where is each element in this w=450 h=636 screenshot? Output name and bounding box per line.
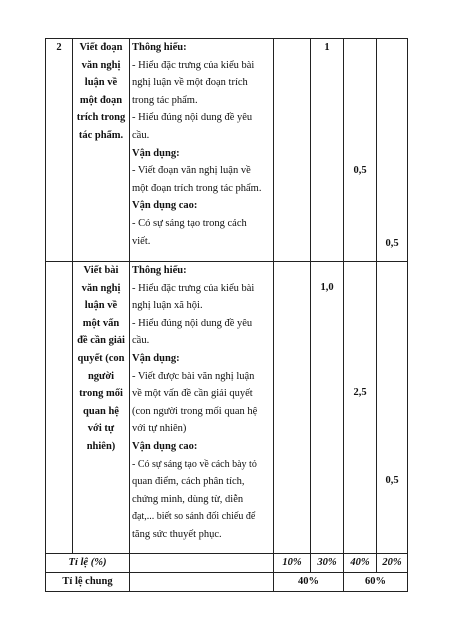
level-heading: Vận dụng: xyxy=(132,147,180,159)
description-line: - Có sự sáng tạo về cách bày tỏ xyxy=(132,458,257,470)
topic-line: luận về xyxy=(84,77,118,89)
topic-line: đề cần giải xyxy=(77,335,125,347)
description-line: - Hiểu đặc trưng của kiểu bài xyxy=(132,59,255,71)
value-van-dung xyxy=(344,39,377,262)
value-text: 0,5 xyxy=(353,165,367,176)
value-text: 1 xyxy=(324,42,330,53)
value-text: 2,5 xyxy=(353,387,367,398)
overall-value: 60% xyxy=(344,573,408,592)
value-van-dung-cao xyxy=(377,39,408,262)
overall-label: Tỉ lệ chung xyxy=(46,573,130,592)
ratio-value: 40% xyxy=(344,554,377,573)
description-line: chứng minh, dùng từ, diễn xyxy=(132,493,244,505)
row-number: 2 xyxy=(46,39,73,262)
topic-line: quyết (con xyxy=(77,352,125,364)
description-line: (con người trong mối quan hệ xyxy=(132,405,258,417)
description-line: - Hiểu đặc trưng của kiểu bài xyxy=(132,282,255,294)
topic-line: văn nghị xyxy=(81,59,121,71)
value-van-dung-cao xyxy=(377,262,408,554)
description-line: cầu. xyxy=(132,335,150,347)
description-line: nghị luận xã hội. xyxy=(132,300,203,312)
ratio-blank xyxy=(130,554,274,573)
topic-line: Viết đoạn xyxy=(79,42,123,53)
ratio-value: 10% xyxy=(274,554,311,573)
description-cell xyxy=(130,262,274,554)
value-thong-hieu xyxy=(311,262,344,554)
topic-line: luận về xyxy=(84,300,118,312)
description-line: nghị luận về một đoạn trích xyxy=(132,77,248,89)
description-line: - Viết được bài văn nghị luận xyxy=(132,370,255,382)
topic-line: tác phẩm. xyxy=(78,129,124,141)
level-heading: Thông hiểu: xyxy=(132,265,187,276)
topic-line: văn nghị xyxy=(81,282,121,294)
description-line: cầu. xyxy=(132,129,150,141)
overall-blank xyxy=(130,573,274,592)
level-heading: Vận dụng cao: xyxy=(132,200,198,212)
value-nhan-biet xyxy=(274,39,311,262)
specification-table xyxy=(45,38,408,592)
value-text: 0,5 xyxy=(385,475,399,486)
topic-cell xyxy=(73,39,130,262)
description-line: trong tác phẩm. xyxy=(132,94,198,106)
description-line: về một vấn đề cần giải quyết xyxy=(132,388,253,400)
level-heading: Vận dụng: xyxy=(132,352,180,364)
description-line: - Hiểu đúng nội dung đề yêu xyxy=(132,317,253,329)
ratio-value: 20% xyxy=(377,554,408,573)
description-line: - Có sự sáng tạo trong cách xyxy=(132,217,247,229)
value-text: 0,5 xyxy=(385,238,399,249)
description-line: đạt,... biết so sánh đối chiếu để xyxy=(132,511,256,523)
topic-cell xyxy=(73,262,130,554)
description-line: - Viết đoạn văn nghị luận về xyxy=(132,165,251,177)
description-line: một đoạn trích trong tác phẩm. xyxy=(132,182,262,194)
value-van-dung xyxy=(344,262,377,554)
level-heading: Vận dụng cao: xyxy=(132,440,198,452)
topic-line: quan hệ xyxy=(83,405,119,417)
overall-row xyxy=(46,573,408,592)
topic-line: Viết bài xyxy=(83,265,119,276)
value-thong-hieu xyxy=(311,39,344,262)
description-line: với tự nhiên) xyxy=(132,423,187,435)
ratio-row xyxy=(46,554,408,573)
value-nhan-biet xyxy=(274,262,311,554)
table-row xyxy=(46,39,408,262)
topic-line: với tự xyxy=(87,423,115,435)
description-line: - Hiểu đúng nội dung đề yêu xyxy=(132,112,253,124)
description-line: quan điểm, cách phân tích, xyxy=(132,476,245,488)
ratio-value: 30% xyxy=(311,554,344,573)
topic-line: một vấn xyxy=(82,317,120,329)
description-cell xyxy=(130,39,274,262)
overall-value: 40% xyxy=(274,573,344,592)
value-text: 1,0 xyxy=(320,282,334,293)
row-number xyxy=(46,262,73,554)
level-heading: Thông hiểu: xyxy=(132,42,187,53)
topic-line: trong mối xyxy=(79,388,123,400)
ratio-label: Tỉ lệ (%) xyxy=(46,554,130,573)
topic-line: một đoạn xyxy=(79,94,123,106)
table-row xyxy=(46,262,408,554)
description-line: tăng sức thuyết phục. xyxy=(132,528,222,540)
description-line: viết. xyxy=(132,235,151,247)
topic-line: trích trong xyxy=(76,112,126,124)
topic-line: người xyxy=(87,370,115,382)
topic-line: nhiên) xyxy=(86,440,116,452)
